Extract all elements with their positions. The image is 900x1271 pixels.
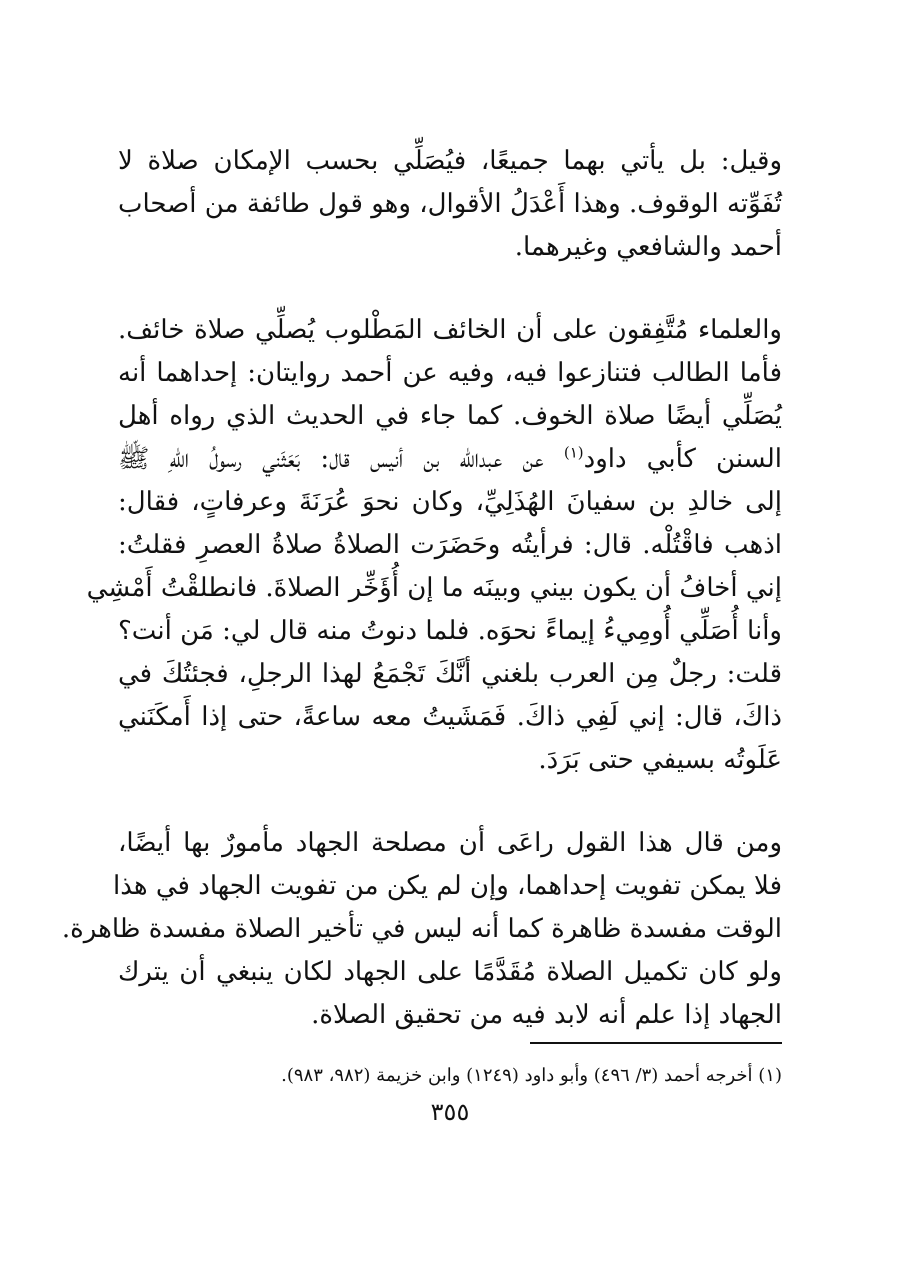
paragraph-3 <box>61 822 782 1037</box>
text-line: إلى خالدِ بن سفيانَ الهُذَلِيِّ، وكان نحوَ عُرَنَةَ وعرفاتٍ، فقال: <box>118 487 782 517</box>
page-number: ٣٥٥ <box>430 1098 470 1126</box>
footnote-divider <box>530 1042 782 1044</box>
text-line: إني أخافُ أن يكون بيني وبينَه ما إن أُؤَخِّر الصلاةَ. فانطلقْتُ أَمْشِي <box>86 573 782 603</box>
text-line: ولو كان تكميل الصلاة مُقَدَّمًا على الجهاد لكان ينبغي أن يترك <box>118 957 782 987</box>
text-line: الجهاد إذا علم أنه لابد فيه من تحقيق الصلاة. <box>311 1000 782 1030</box>
text-line: فأما الطالب فتنازعوا فيه، وفيه عن أحمد روايتان: إحداهما أنه <box>118 358 782 388</box>
text-line: اذهب فاقْتُلْه. قال: فرأيتُه وحَضَرَت الصلاةُ صلاةُ العصرِ فقلتُ: <box>118 530 782 560</box>
text-line: قلت: رجلٌ مِن العرب بلغني أنَّكَ تَجْمَعُ لهذا الرجلِ، فجئتُكَ في <box>118 659 782 689</box>
paragraph-1 <box>118 140 782 269</box>
text-line: أحمد والشافعي وغيرهما. <box>514 232 782 262</box>
text-line: الوقت مفسدة ظاهرة كما أنه ليس في تأخير الصلاة مفسدة ظاهرة. <box>61 914 782 944</box>
text-line: وأنا أُصَلِّي أُومِيءُ إيماءً نحوَه. فلما دنوتُ منه قال لي: مَن أنت؟ <box>118 616 782 646</box>
text-line-with-footnote <box>118 438 782 481</box>
paragraph-2 <box>86 309 783 782</box>
text-line: ذاكَ، قال: إني لَفِي ذاكَ. فَمَشَيتُ معه ساعةً، حتى إذا أَمكَنَني <box>118 702 782 732</box>
text-line: فلا يمكن تفويت إحداهما، وإن لم يكن من تفويت الجهاد في هذا <box>113 871 782 901</box>
footnote-reference[interactable]: (١) <box>563 443 584 462</box>
text-segment: السنن كأبي داود <box>583 444 783 474</box>
text-line: يُصَلِّي أيضًا صلاة الخوف. كما جاء في الحديث الذي رواه أهل <box>118 401 782 431</box>
page-body <box>61 140 783 1037</box>
text-line: عَلَوتُه بسيفي حتى بَرَدَ. <box>538 745 782 775</box>
text-line: ومن قال هذا القول راعَى أن مصلحة الجهاد مأمورٌ بها أيضًا، <box>118 828 782 858</box>
footnote: (١) أخرجه أحمد (٣/ ٤٩٦) وأبو داود (١٢٤٩) وابن خزيمة (٩٨٢، ٩٨٣). <box>281 1065 782 1086</box>
text-line: تُفَوِّته الوقوف. وهذا أَعْدَلُ الأقوال، وهو قول طائفة من أصحاب <box>118 189 782 219</box>
text-line: وقيل: بل يأتي بهما جميعًا، فيُصَلِّي بحسب الإمكان صلاة لا <box>118 146 782 176</box>
text-segment: عن عبدالله بن أنيس قال: بَعَثَني رسولُ اللهِ ﷺ <box>118 444 544 474</box>
text-line: والعلماء مُتَّفِقون على أن الخائف المَطْلوب يُصلِّي صلاة خائف. <box>118 315 782 345</box>
